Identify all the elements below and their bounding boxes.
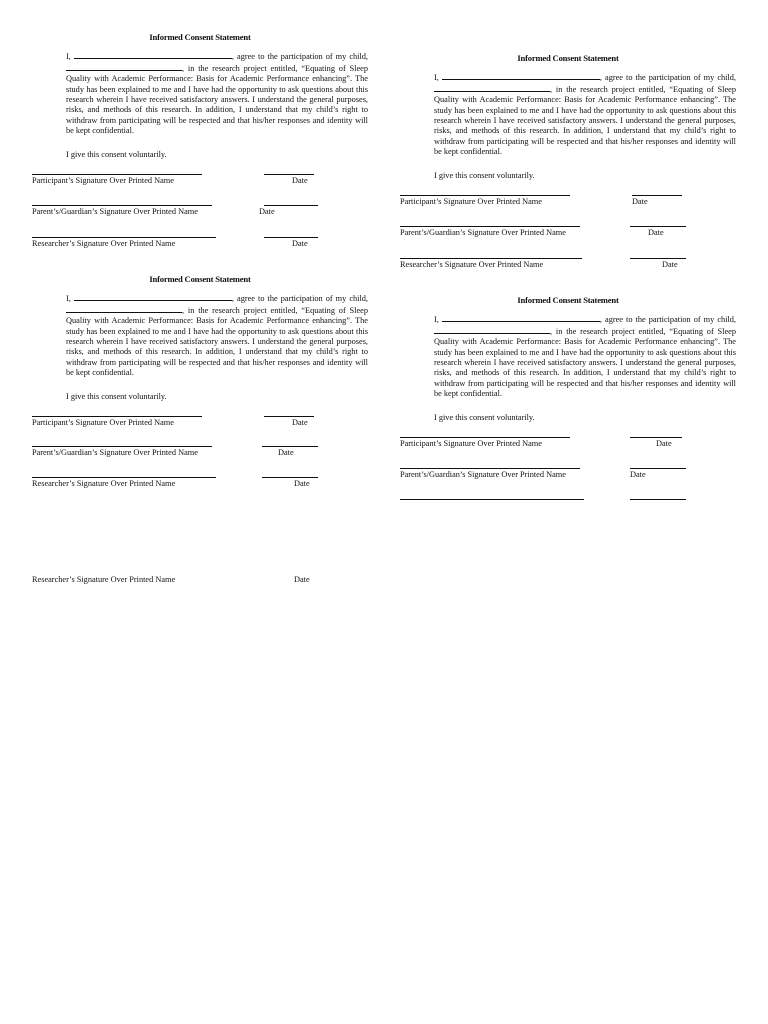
date-label: Date: [656, 439, 672, 449]
parent-signature-row: [400, 468, 736, 480]
consent-paragraph: I, , agree to the participation of my child, , in the research project entitled, “Equating of Sleep Quality with Academic Performance: Basis for Academic Performance enhancing”. The study has been explained to me and I have had the opportunity to ask questions about this research wherein I have received satisfactory answers. I understand the general purposes, risks, and methods of this research. In addition, I understand that my child’s right to withdraw from participating will be respected and that his/her responses and identity will be kept confidential.: [66, 294, 369, 378]
form-title: Informed Consent Statement: [517, 53, 619, 63]
participant-signature-label: Participant’s Signature Over Printed Name: [32, 176, 174, 186]
researcher-signature-row: [32, 477, 368, 489]
parent-name-blank[interactable]: [442, 72, 600, 80]
participant-signature-row: [400, 195, 736, 207]
parent-signature-row: [400, 226, 736, 238]
consent-paragraph: I, , agree to the participation of my child, , in the research project entitled, “Equating of Sleep Quality with Academic Performance: Basis for Academic Performance enhancing”. The study has been explained to me and I have had the opportunity to ask questions about this research wherein I have received satisfactory answers. I understand the general purposes, risks, and methods of this research. In addition, I understand that my child’s right to withdraw from participating will be respected and that his/her responses and identity will be kept confidential.: [66, 52, 369, 136]
researcher-signature-row: [32, 237, 368, 249]
date-label: Date: [292, 418, 308, 428]
participant-signature-row: [32, 174, 368, 186]
consent-statement: I give this consent voluntarily.: [434, 170, 535, 180]
parent-signature-row: [32, 446, 368, 458]
date-label: Date: [292, 239, 308, 249]
participant-signature-row: [400, 437, 736, 449]
date-label: Date: [259, 207, 275, 217]
researcher-signature-label: Researcher’s Signature Over Printed Name: [32, 575, 176, 584]
consent-form-1: [32, 32, 368, 250]
parent-signature-label: Parent’s/Guardian’s Signature Over Printed Name: [400, 228, 566, 238]
parent-signature-label: Parent’s/Guardian’s Signature Over Printed Name: [32, 448, 198, 458]
child-name-blank[interactable]: [434, 326, 550, 334]
form-title: Informed Consent Statement: [149, 274, 251, 284]
parent-name-blank[interactable]: [74, 51, 232, 59]
researcher-signature-row: [400, 499, 736, 511]
parent-signature-label: Parent’s/Guardian’s Signature Over Printed Name: [32, 207, 198, 217]
consent-paragraph: I, , agree to the participation of my child, , in the research project entitled, “Equating of Sleep Quality with Academic Performance: Basis for Academic Performance enhancing”. The study has been explained to me and I have had the opportunity to ask questions about this research wherein I have received satisfactory answers. I understand the general purposes, risks, and methods of this research. In addition, I understand that my child’s right to withdraw from participating will be respected and that his/her responses and identity will be kept confidential.: [434, 73, 737, 157]
child-name-blank[interactable]: [66, 63, 182, 71]
parent-signature-label: Parent’s/Guardian’s Signature Over Printed Name: [400, 470, 566, 480]
date-label: Date: [662, 260, 678, 270]
child-name-blank[interactable]: [434, 84, 550, 92]
date-label: Date: [294, 575, 310, 584]
consent-form-3: [32, 274, 368, 492]
date-label: Date: [292, 176, 308, 186]
consent-form-4: [400, 295, 736, 513]
researcher-signature-label: Researcher’s Signature Over Printed Name: [32, 479, 176, 489]
child-name-blank[interactable]: [66, 305, 182, 313]
participant-signature-label: Participant’s Signature Over Printed Name: [400, 439, 542, 449]
parent-signature-row: [32, 205, 368, 217]
date-label: Date: [632, 197, 648, 207]
consent-statement: I give this consent voluntarily.: [66, 149, 167, 159]
date-label: Date: [630, 470, 646, 480]
parent-name-blank[interactable]: [74, 293, 232, 301]
date-label: Date: [648, 228, 664, 238]
parent-name-blank[interactable]: [442, 314, 600, 322]
consent-statement: I give this consent voluntarily.: [434, 412, 535, 422]
date-label: Date: [294, 479, 310, 489]
participant-signature-label: Participant’s Signature Over Printed Name: [32, 418, 174, 428]
researcher-signature-label: Researcher’s Signature Over Printed Name: [400, 260, 544, 270]
form-title: Informed Consent Statement: [517, 295, 619, 305]
consent-statement: I give this consent voluntarily.: [66, 391, 167, 401]
researcher-signature-row: [400, 258, 736, 270]
participant-signature-label: Participant’s Signature Over Printed Name: [400, 197, 542, 207]
researcher-signature-label: Researcher’s Signature Over Printed Name: [32, 239, 176, 249]
date-label: Date: [278, 448, 294, 458]
consent-form-2: [400, 53, 736, 271]
form-title: Informed Consent Statement: [149, 32, 251, 42]
participant-signature-row: [32, 416, 368, 428]
consent-paragraph: I, , agree to the participation of my child, , in the research project entitled, “Equating of Sleep Quality with Academic Performance: Basis for Academic Performance enhancing”. The study has been explained to me and I have had the opportunity to ask questions about this research wherein I have received satisfactory answers. I understand the general purposes, risks, and methods of this research. In addition, I understand that my child’s right to withdraw from participating will be respected and that his/her responses and identity will be kept confidential.: [434, 315, 737, 399]
